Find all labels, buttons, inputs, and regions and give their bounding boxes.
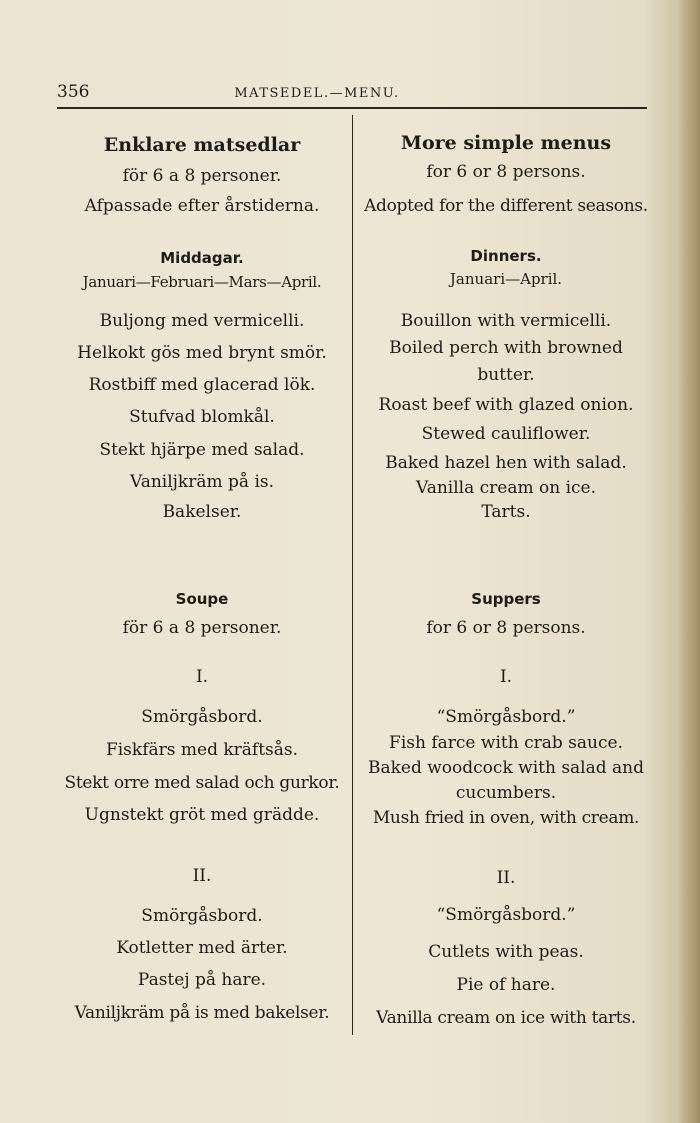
swedish-menu1-item: Ugnstekt gröt med grädde. — [84, 805, 320, 825]
swedish-supper-heading: Soupe — [175, 590, 229, 608]
swedish-supper-subtitle: för 6 a 8 personer. — [122, 618, 282, 638]
english-dinner-heading: Dinners. — [470, 247, 542, 265]
english-supper-heading: Suppers — [471, 590, 541, 608]
english-menu1-item: Baked woodcock with salad and — [367, 758, 645, 778]
english-dinner-item: Boiled perch with browned — [389, 338, 623, 358]
swedish-dinner-item: Bakelser. — [162, 502, 242, 522]
swedish-dinner-item: Stufvad blomkål. — [129, 407, 275, 427]
swedish-dinner-item: Vaniljkräm på is. — [129, 472, 275, 492]
swedish-menu1-item: Smörgåsbord. — [141, 707, 263, 727]
english-title: More simple menus — [400, 132, 612, 154]
column-divider — [352, 115, 353, 1035]
swedish-menu2-item: Vaniljkräm på is med bakelser. — [74, 1003, 330, 1023]
swedish-subtitle: för 6 a 8 personer. — [122, 166, 282, 186]
english-menu2-item: Vanilla cream on ice with tarts. — [376, 1008, 636, 1028]
english-dinner-item: Bouillon with vermicelli. — [400, 311, 612, 331]
swedish-menu2-item: Smörgåsbord. — [141, 906, 263, 926]
english-menu1-item: Mush fried in oven, with cream. — [372, 808, 640, 828]
english-menu2-item: Cutlets with peas. — [428, 942, 584, 962]
english-dinner-item: Roast beef with glazed onion. — [378, 395, 634, 415]
english-menu1-item: Fish farce with crab sauce. — [389, 733, 623, 753]
swedish-menu2-numeral: II. — [192, 866, 212, 886]
english-menu2-numeral: II. — [496, 868, 516, 888]
running-title: MATSEDEL.—MENU. — [234, 86, 400, 101]
english-subtitle: for 6 or 8 persons. — [426, 162, 586, 182]
page-header — [57, 82, 647, 106]
header-rule — [57, 107, 647, 109]
english-seasons: Adopted for the different seasons. — [364, 196, 648, 216]
swedish-menu1-item: Stekt orre med salad och gurkor. — [64, 773, 340, 793]
english-menu1-item: “Smörgåsbord.” — [436, 707, 576, 727]
swedish-title: Enklare matsedlar — [103, 134, 301, 156]
english-dinner-item: Baked hazel hen with salad. — [385, 453, 627, 473]
swedish-seasons: Afpassade efter årstiderna. — [84, 196, 320, 216]
swedish-dinner-item: Buljong med vermicelli. — [99, 311, 305, 331]
swedish-dinner-heading: Middagar. — [160, 249, 244, 267]
english-menu2-item: Pie of hare. — [456, 975, 556, 995]
english-menu1-item: cucumbers. — [455, 783, 557, 803]
swedish-menu2-item: Pastej på hare. — [137, 970, 267, 990]
english-dinner-item: butter. — [477, 365, 535, 385]
swedish-menu1-numeral: I. — [195, 667, 209, 687]
page-number: 356 — [57, 82, 90, 102]
page-edge-shadow — [678, 0, 700, 1123]
swedish-dinner-item: Rostbiff med glacerad lök. — [88, 375, 316, 395]
english-dinner-months: Januari—April. — [449, 270, 563, 288]
swedish-dinner-months: Januari—Februari—Mars—April. — [82, 273, 322, 291]
swedish-menu2-item: Kotletter med ärter. — [116, 938, 288, 958]
swedish-dinner-item: Helkokt gös med brynt smör. — [77, 343, 327, 363]
english-dinner-item: Vanilla cream on ice. — [415, 478, 597, 498]
english-dinner-item: Stewed cauliflower. — [421, 424, 591, 444]
english-menu2-item: “Smörgåsbord.” — [436, 905, 576, 925]
swedish-menu1-item: Fiskfärs med kräftsås. — [105, 740, 299, 760]
english-menu1-numeral: I. — [499, 667, 513, 687]
swedish-dinner-item: Stekt hjärpe med salad. — [99, 440, 305, 460]
english-dinner-item: Tarts. — [481, 502, 531, 522]
english-supper-subtitle: for 6 or 8 persons. — [426, 618, 586, 638]
